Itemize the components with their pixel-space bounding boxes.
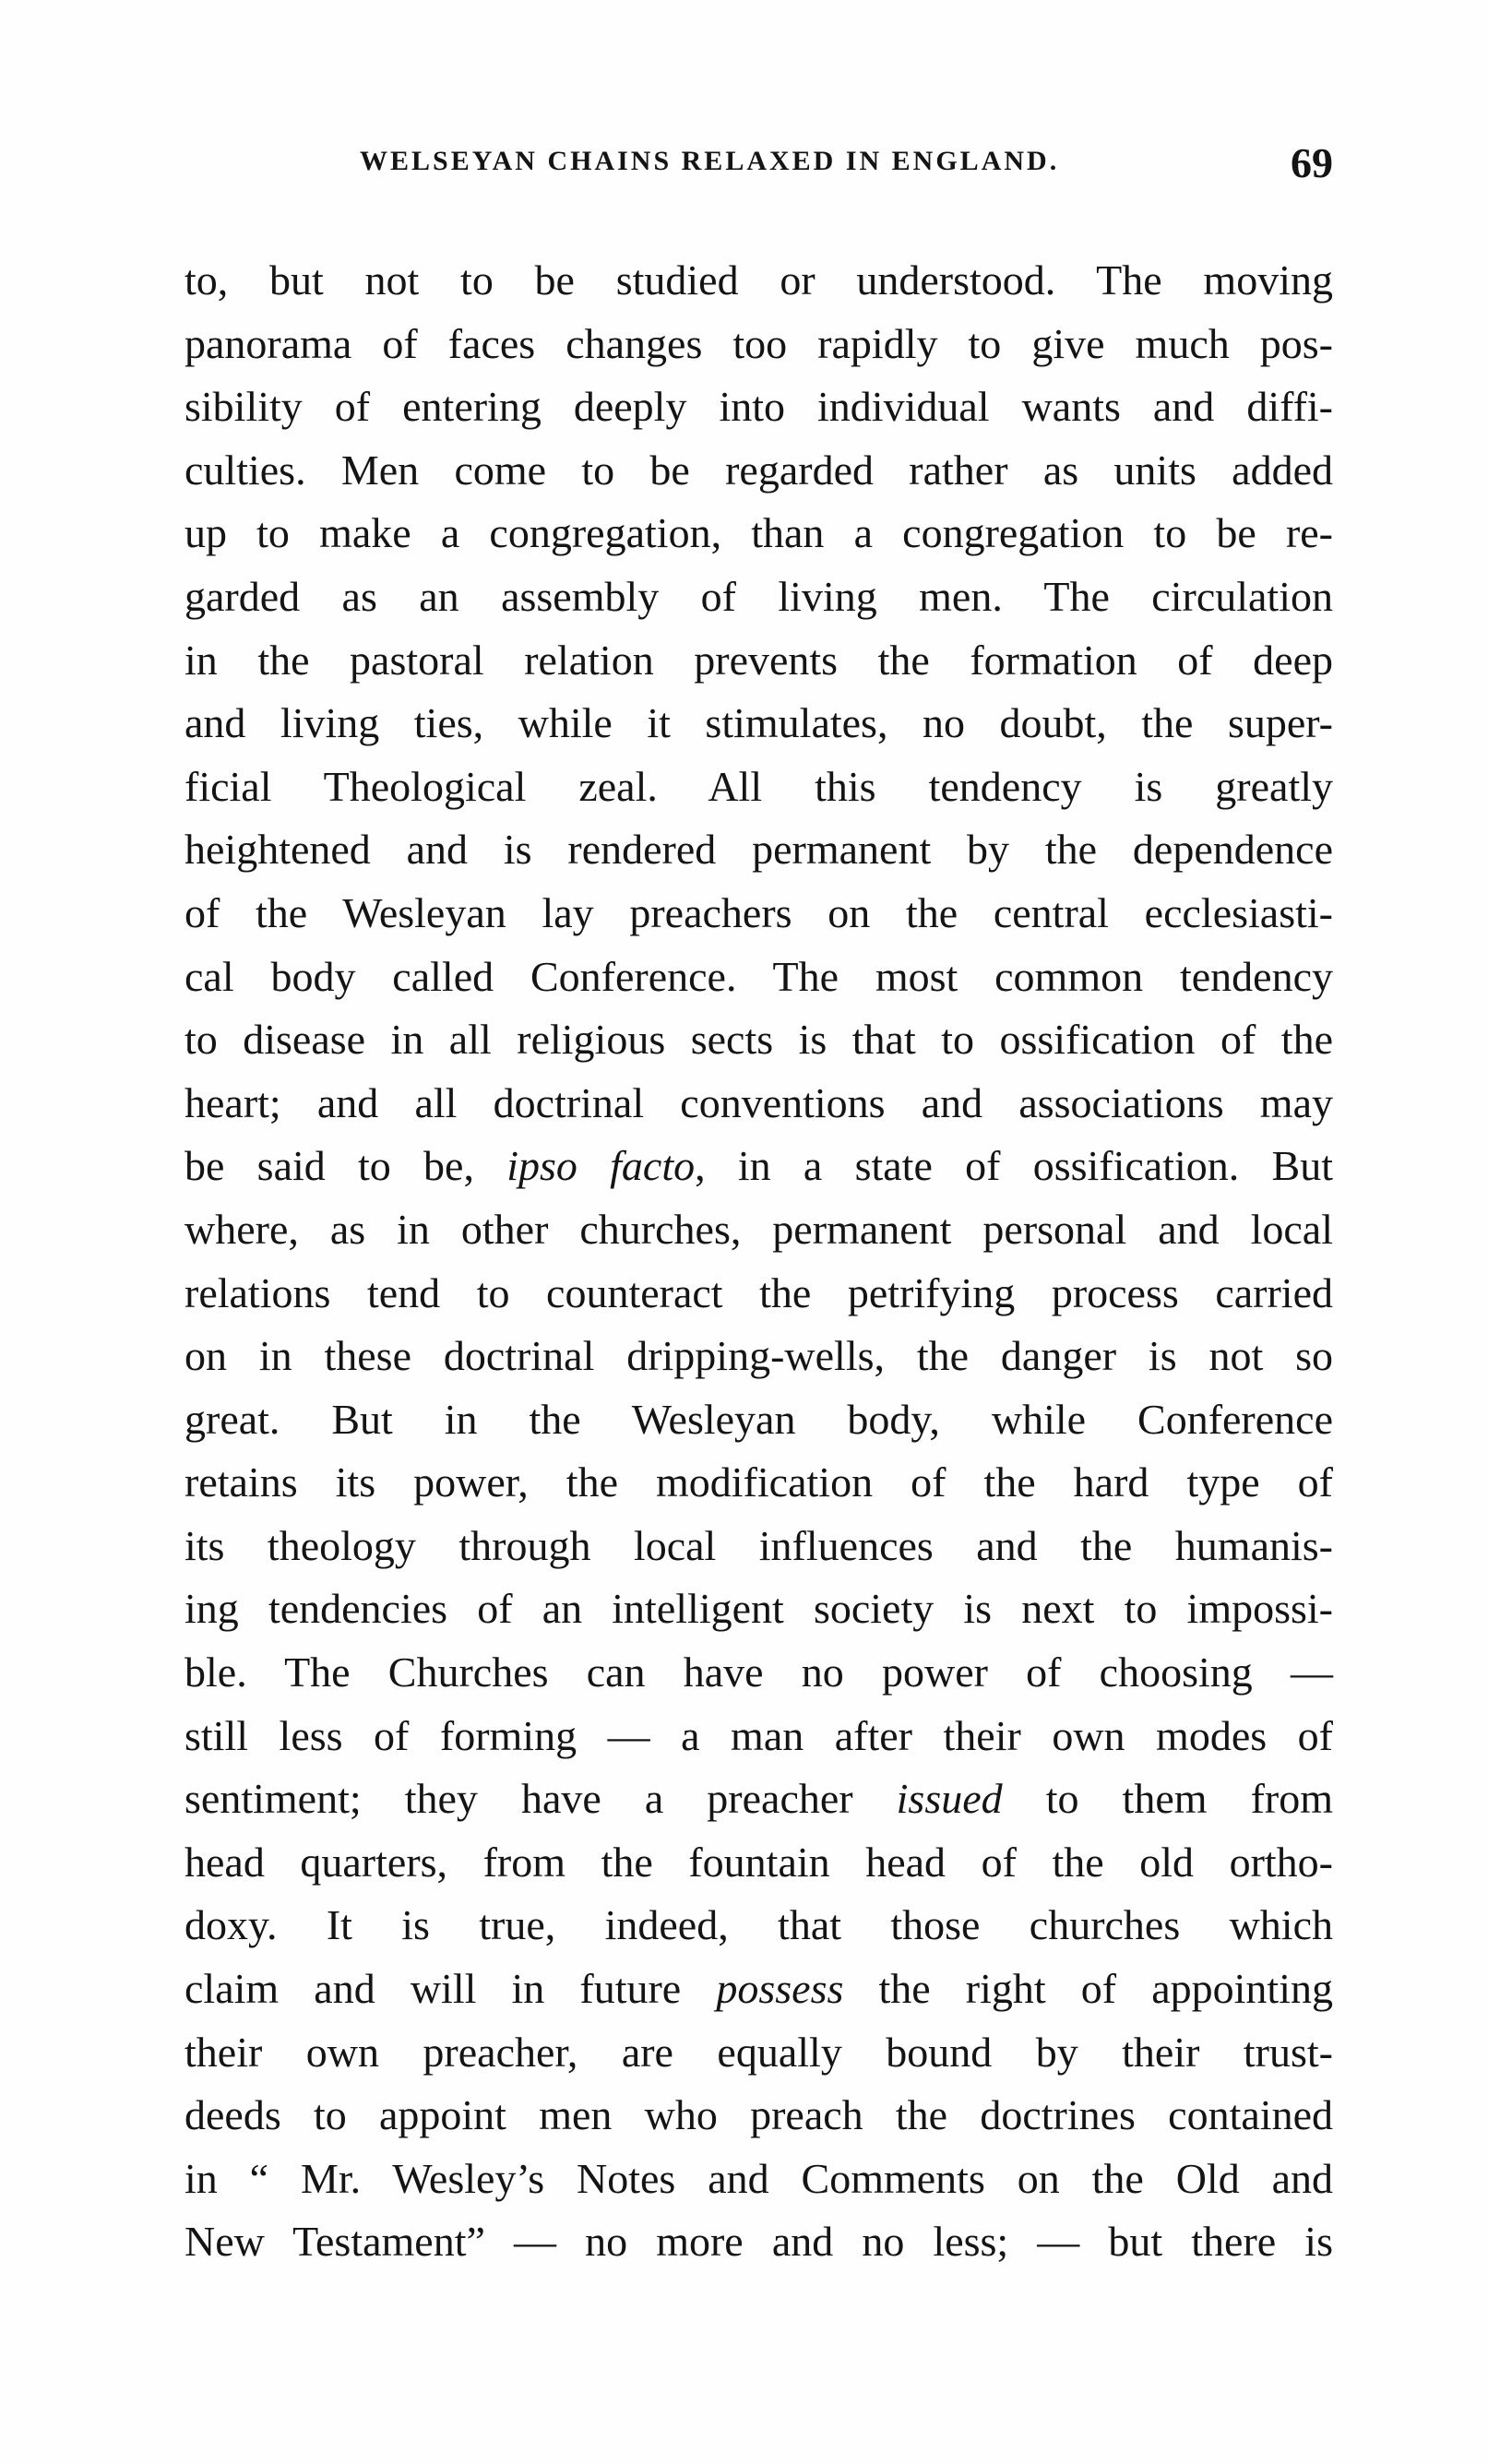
text-segment: up to make a congregation, than a congregation to be re- [185, 509, 1333, 557]
page-number: 69 [1291, 139, 1333, 186]
text-segment: , in a state of ossification. But [695, 1142, 1333, 1190]
text-segment: cal body called Conference. The most common tendency [185, 952, 1333, 1000]
italic-text: ipso facto [506, 1142, 696, 1190]
text-line [185, 2021, 1333, 2085]
text-segment: heightened and is rendered permanent by the dependence [185, 826, 1333, 874]
text-segment: claim and will in future [185, 1965, 717, 2013]
text-segment: heart; and all doctrinal conventions and associations may [185, 1078, 1333, 1126]
text-line [185, 1072, 1333, 1136]
text-segment: in the pastoral relation prevents the formation of deep [185, 636, 1333, 684]
text-line [185, 1894, 1333, 1958]
text-segment: the right of appointing [843, 1965, 1333, 2013]
text-line [185, 565, 1333, 629]
text-segment: and living ties, while it stimulates, no doubt, the super- [185, 699, 1333, 747]
text-line [185, 2084, 1333, 2148]
text-line [185, 629, 1333, 693]
text-segment: sibility of entering deeply into individual wants and diffi- [185, 383, 1333, 431]
text-line [185, 1768, 1333, 1831]
text-line [185, 692, 1333, 756]
text-line [185, 313, 1333, 376]
text-segment: in “ Mr. Wesley’s Notes and Comments on the Old and [185, 2154, 1333, 2202]
text-segment: to, but not to be studied or understood. The moving [185, 256, 1333, 304]
running-title: WELSEYAN CHAINS RELAXED IN ENGLAND. [360, 146, 1060, 176]
italic-text: issued [896, 1775, 1003, 1823]
text-segment: its theology through local influences and the humanis- [185, 1521, 1333, 1569]
text-line [185, 882, 1333, 946]
text-segment: ing tendencies of an intelligent society is next to impossi- [185, 1585, 1333, 1633]
text-line [185, 1641, 1333, 1705]
text-line [185, 1451, 1333, 1515]
text-line [185, 2210, 1333, 2274]
text-line [185, 2148, 1333, 2211]
text-segment: of the Wesleyan lay preachers on the central ecclesiasti- [185, 888, 1333, 936]
text-segment: ble. The Churches can have no power of choosing — [185, 1649, 1333, 1696]
text-line [185, 1577, 1333, 1641]
text-segment: be said to be, [185, 1142, 507, 1190]
text-line [185, 502, 1333, 565]
text-segment: New Testament” — no more and no less; — but there is [185, 2218, 1333, 2266]
text-line [185, 1958, 1333, 2021]
text-line [185, 756, 1333, 819]
text-segment: panorama of faces changes too rapidly to give much pos- [185, 319, 1333, 367]
text-line [185, 1705, 1333, 1768]
italic-text: possess [716, 1965, 844, 2013]
text-segment: doxy. It is true, indeed, that those churches which [185, 1901, 1333, 1949]
text-line [185, 1008, 1333, 1072]
text-segment: where, as in other churches, permanent personal and local [185, 1205, 1333, 1253]
text-line [185, 375, 1333, 439]
text-segment: culties. Men come to be regarded rather as units added [185, 446, 1333, 494]
text-segment: retains its power, the modification of the hard type of [185, 1458, 1333, 1506]
text-segment: still less of forming — a man after their own modes of [185, 1711, 1333, 1759]
text-segment: head quarters, from the fountain head of the old ortho- [185, 1838, 1333, 1886]
text-segment: garded as an assembly of living men. The circulation [185, 572, 1333, 620]
text-segment: great. But in the Wesleyan body, while Conference [185, 1395, 1333, 1443]
text-line [185, 1135, 1333, 1198]
text-line [185, 439, 1333, 503]
text-segment: to them from [1002, 1775, 1333, 1823]
text-segment: relations tend to counteract the petrifying process carried [185, 1268, 1333, 1316]
text-line [185, 1262, 1333, 1326]
running-head [185, 138, 1333, 194]
text-line [185, 946, 1333, 1009]
text-segment: on in these doctrinal dripping-wells, the danger is not so [185, 1332, 1333, 1380]
text-line [185, 1515, 1333, 1578]
text-segment: their own preacher, are equally bound by their trust- [185, 2028, 1333, 2076]
text-segment: sentiment; they have a preacher [185, 1775, 897, 1823]
text-line [185, 249, 1333, 313]
body-text [185, 249, 1333, 2274]
text-line [185, 1325, 1333, 1388]
text-line [185, 1198, 1333, 1262]
text-line [185, 1831, 1333, 1895]
text-segment: ficial Theological zeal. All this tendency is greatly [185, 762, 1333, 810]
text-line [185, 818, 1333, 882]
text-segment: deeds to appoint men who preach the doctrines contained [185, 2091, 1333, 2139]
text-segment: to disease in all religious sects is that to ossification of the [185, 1016, 1333, 1064]
text-line [185, 1388, 1333, 1452]
